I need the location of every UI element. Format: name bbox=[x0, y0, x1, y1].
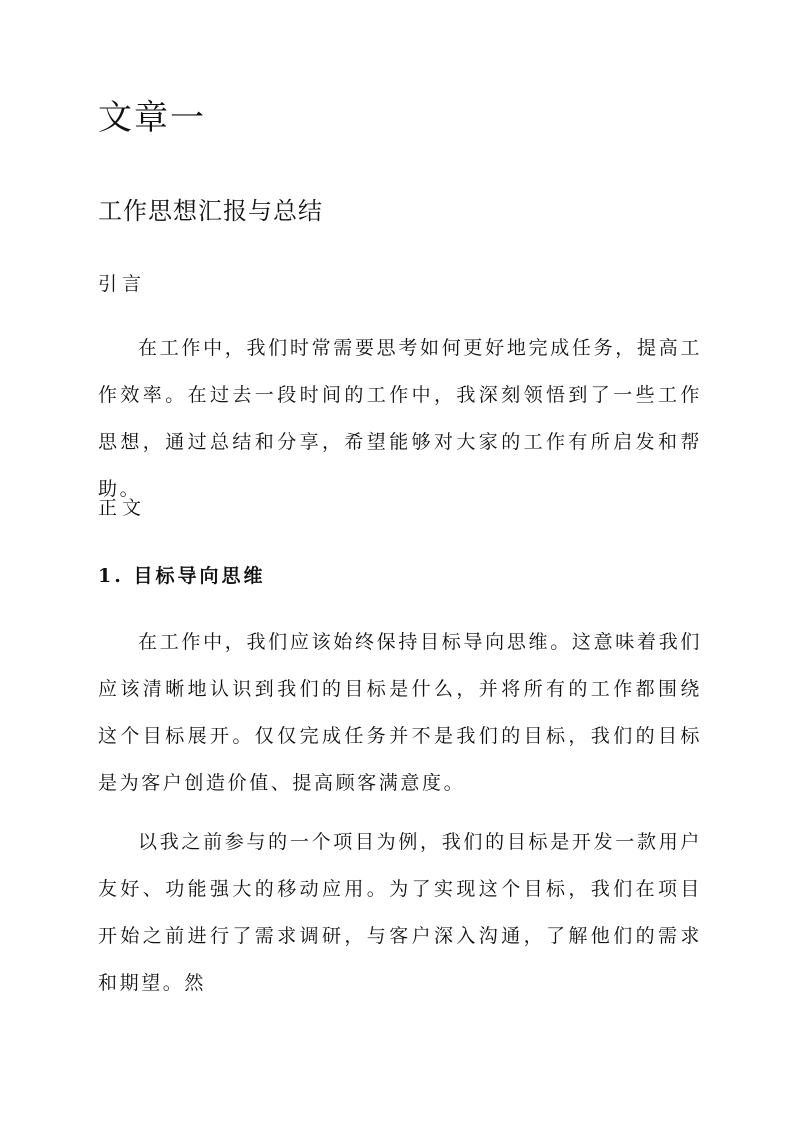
section1-heading: 1. 目标导向思维 bbox=[98, 565, 266, 587]
section1-paragraph-1: 在工作中，我们应该始终保持目标导向思维。这意味着我们应该清晰地认识到我们的目标是什么，并将所有的工作都围绕这个目标展开。仅仅完成任务并不是我们的目标，我们的目标是为客户创造价值、提高顾客满意度。 bbox=[98, 631, 702, 794]
intro-paragraph: 在工作中，我们时常需要思考如何更好地完成任务，提高工作效率。在过去一段时间的工作中，我深刻领悟到了一些工作思想，通过总结和分享，希望能够对大家的工作有所启发和帮助。 bbox=[98, 337, 702, 500]
section1-paragraph-2: 以我之前参与的一个项目为例，我们的目标是开发一款用户友好、功能强大的移动应用。为了实现这个目标，我们在项目开始之前进行了需求调研，与客户深入沟通，了解他们的需求和期望。然 bbox=[98, 831, 702, 994]
document-title: 文章一 bbox=[98, 98, 206, 138]
document-subtitle: 工作思想汇报与总结 bbox=[98, 197, 323, 225]
body-heading: 正文 bbox=[98, 497, 147, 519]
intro-heading: 引言 bbox=[98, 273, 147, 295]
